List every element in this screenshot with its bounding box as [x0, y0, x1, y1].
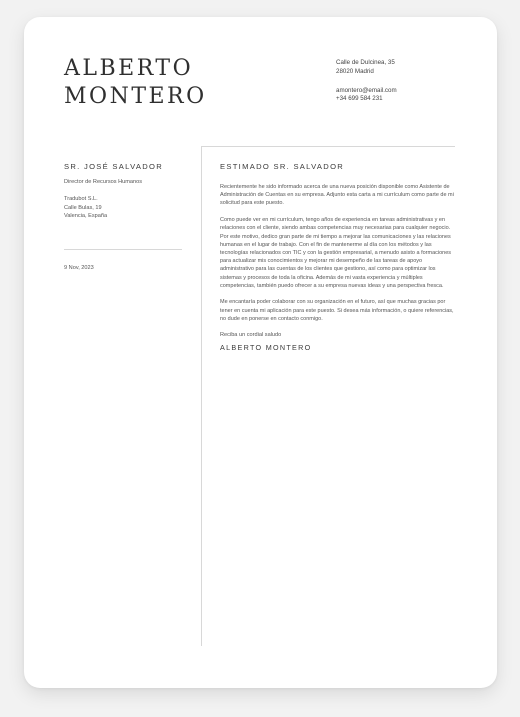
- letter-greeting: ESTIMADO SR. SALVADOR: [220, 162, 345, 171]
- sidebar-divider: [64, 249, 182, 250]
- sender-first-name: ALBERTO: [64, 56, 194, 81]
- recipient-city: Valencia, España: [64, 213, 108, 220]
- sender-last-name: MONTERO: [64, 84, 207, 109]
- recipient-address: [64, 195, 107, 221]
- letter-date: 9 Nov, 2023: [64, 265, 94, 271]
- letter-paragraph-1: Recientemente he sido informado acerca de una nueva posición disponible como Asistente de Administración de Cuentas en su empresa. Adjunto esta carta a mi currículum como parte de mi solicitud para este puesto.: [220, 184, 454, 207]
- sender-name: [64, 55, 207, 111]
- recipient-street: Calle Bulas, 19: [64, 204, 102, 211]
- letter-body: [220, 162, 456, 352]
- letter-page: [24, 17, 497, 688]
- sender-phone: +34 699 584 231: [336, 95, 383, 103]
- letter-paragraph-2: Como puede ver en mi currículum, tengo años de experiencia en tareas administrativas y en relaciones con el cliente, siendo ambas competencias muy necesarias para cualquier negocio. Por este motivo, dedico gran parte de mi tiempo a mejorar las comunicaciones y las relaciones humanas en el lugar de trabajo. Con el fin de mantenerme al día con los métodos y las tecnologías relacionados con TIC y con la gestión empresarial, a menudo asisto a formaciones para actualizar mis conocimientos y mejorar mi desempeño de las tareas de apoyo administrativo para las cuentas de los clientes que gestiono, así como para optimizar los sistemas y procesos de toda la oficina. Además de mi vasta experiencia y múltiples competencias, también puedo ofrecer a su empresa nuevas ideas y una perspectiva fresca.: [220, 217, 452, 289]
- recipient-title: Director de Recursos Humanos: [64, 179, 143, 185]
- letter-closing: Reciba un cordial saludo: [220, 331, 282, 338]
- column-divider: [201, 146, 202, 646]
- sender-city: 28020 Madrid: [336, 67, 374, 75]
- sender-email: amontero@email.com: [336, 86, 397, 94]
- recipient-company: Tradubot S.L.: [64, 196, 98, 202]
- contact-spacer: [336, 77, 397, 87]
- header-divider: [201, 146, 455, 147]
- letter-signature: ALBERTO MONTERO: [220, 342, 312, 352]
- letter-paragraph-3: Me encantaría poder colaborar con su organización en el futuro, así que muchas gracias por tener en cuenta mi aplicación para este puesto. Si desea más información, o quiere referencias, no dude en ponerse en contacto conmigo.: [220, 299, 454, 322]
- sender-street: Calle de Dulcinea, 35: [336, 59, 395, 66]
- recipient-name: SR. JOSÉ SALVADOR: [64, 162, 164, 171]
- sender-contact: [336, 59, 397, 104]
